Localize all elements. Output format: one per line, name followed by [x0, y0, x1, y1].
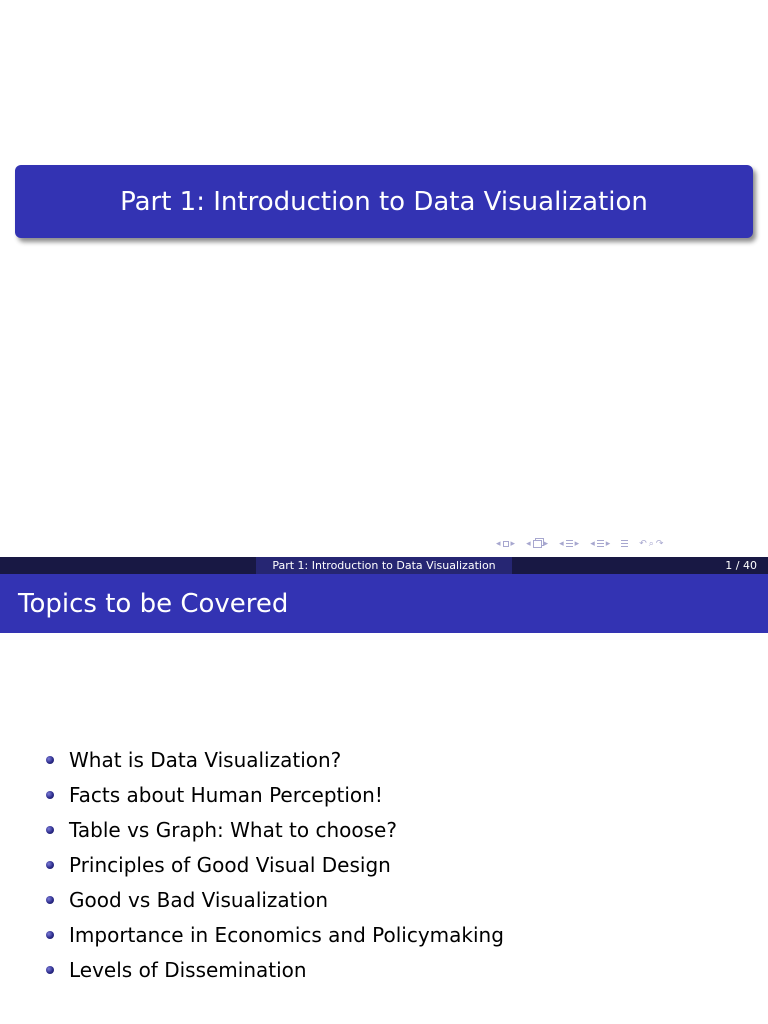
- nav-section-group[interactable]: [559, 539, 579, 549]
- nav-subsection-group[interactable]: [526, 539, 548, 549]
- list-item: [46, 777, 504, 812]
- navigation-bar: [496, 539, 663, 549]
- search-icon[interactable]: ⌕: [648, 539, 654, 549]
- nav-right-arrow-icon[interactable]: ▸: [543, 539, 549, 549]
- nav-search-group[interactable]: [639, 539, 663, 549]
- nav-right-arrow-icon[interactable]: ▸: [510, 539, 516, 549]
- nav-right-arrow-icon[interactable]: ▸: [574, 539, 580, 549]
- headline-section: [256, 557, 512, 574]
- bullet-icon: [46, 826, 54, 834]
- nav-left-arrow-icon[interactable]: ◂: [526, 539, 531, 549]
- nav-frame-group[interactable]: [496, 539, 515, 549]
- headline-section-label: Part 1: Introduction to Data Visualization: [272, 559, 496, 572]
- list-item: [46, 812, 504, 847]
- nav-part-icon[interactable]: [597, 540, 604, 548]
- presentation-title: Part 1: Introduction to Data Visualization: [120, 186, 648, 217]
- topic-text: Levels of Dissemination: [69, 957, 307, 982]
- bullet-icon: [46, 931, 54, 939]
- nav-left-arrow-icon[interactable]: ◂: [559, 539, 564, 549]
- bullet-icon: [46, 966, 54, 974]
- list-item: [46, 742, 504, 777]
- page-number: 1 / 40: [725, 559, 757, 572]
- topics-list: [46, 742, 504, 987]
- headline-bar: [0, 557, 768, 574]
- list-item: [46, 847, 504, 882]
- nav-document-group[interactable]: [621, 540, 628, 548]
- frame-title-bar: [0, 574, 768, 633]
- topic-text: Good vs Bad Visualization: [69, 887, 328, 912]
- list-item: [46, 917, 504, 952]
- nav-part-group[interactable]: [590, 539, 610, 549]
- topic-text: Principles of Good Visual Design: [69, 852, 391, 877]
- nav-subsection-icon[interactable]: [533, 540, 542, 548]
- topic-text: What is Data Visualization?: [69, 747, 342, 772]
- bullet-icon: [46, 861, 54, 869]
- nav-right-arrow-icon[interactable]: ▸: [605, 539, 611, 549]
- nav-left-arrow-icon[interactable]: ◂: [496, 539, 501, 549]
- frame-title: Topics to be Covered: [18, 588, 289, 619]
- nav-back-icon[interactable]: ↶: [639, 539, 647, 549]
- title-block: [15, 165, 753, 238]
- nav-frame-icon[interactable]: [503, 541, 509, 547]
- topic-text: Table vs Graph: What to choose?: [69, 817, 397, 842]
- topic-text: Facts about Human Perception!: [69, 782, 383, 807]
- nav-section-icon[interactable]: [566, 540, 573, 548]
- list-item: [46, 882, 504, 917]
- nav-document-icon[interactable]: [621, 540, 628, 548]
- bullet-icon: [46, 791, 54, 799]
- nav-left-arrow-icon[interactable]: ◂: [590, 539, 595, 549]
- topic-text: Importance in Economics and Policymaking: [69, 922, 504, 947]
- nav-forward-icon[interactable]: ↷: [655, 539, 664, 549]
- list-item: [46, 952, 504, 987]
- bullet-icon: [46, 896, 54, 904]
- bullet-icon: [46, 756, 54, 764]
